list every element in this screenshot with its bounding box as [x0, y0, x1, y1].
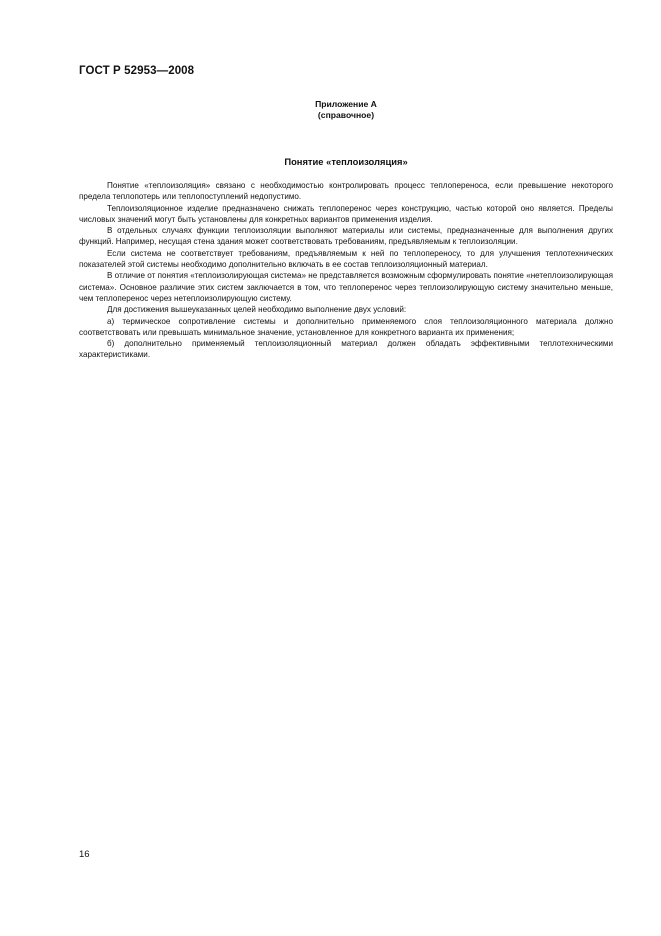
- appendix-type: (справочное): [317, 110, 375, 120]
- appendix-title: Приложение А: [315, 99, 377, 109]
- paragraph: Понятие «теплоизоляция» связано с необходимостью контролировать процесс теплопереноса, если превышение некоторого предела теплопотерь или теплопоступлений недопустимо.: [79, 181, 613, 202]
- paragraph: В отличие от понятия «теплоизолирующая система» не представляется возможным сформулировать понятие «нетеплоизолирующая система». Основное различие этих систем заключается в том, что теплоперенос через теплоизолирующую систему значительно меньше, чем теплоперенос через нетеплоизолирующую систему.: [79, 271, 613, 303]
- paragraph: В отдельных случаях функции теплоизоляции выполняют материалы или системы, предназначенные для выполнения других функций. Например, несущая стена здания может соответствовать требованиям, предъявляемым к теплоизоляции.: [79, 226, 613, 247]
- section-title: Понятие «теплоизоляция»: [284, 156, 408, 167]
- list-item-a: а) термическое сопротивление системы и дополнительно применяемого слоя теплоизоляционного материала должно соответствовать или превышать минимальное значение, установленное для конкретного варианта их применения;: [79, 316, 613, 337]
- page-number: 16: [79, 849, 90, 860]
- document-header: ГОСТ Р 52953—2008: [79, 65, 195, 77]
- appendix-heading: [80, 99, 612, 121]
- paragraph: Для достижения вышеуказанных целей необходимо выполнение двух условий:: [107, 305, 407, 315]
- list-item-b: б) дополнительно применяемый теплоизоляционный материал должен обладать эффективными теплотехническими характеристиками.: [79, 339, 613, 360]
- paragraph: Если система не соответствует требованиям, предъявляемым к ней по теплопереносу, то для улучшения теплотехнических показателей этой системы необходимо дополнительно включать в ее состав теплоизоляционный материал.: [79, 248, 613, 270]
- body-text: [79, 180, 613, 361]
- paragraph: Теплоизоляционное изделие предназначено снижать теплоперенос через конструкцию, частью которой оно является. Пределы числовых значений могут быть установлены для конкретных вариантов применения изделия.: [79, 203, 613, 224]
